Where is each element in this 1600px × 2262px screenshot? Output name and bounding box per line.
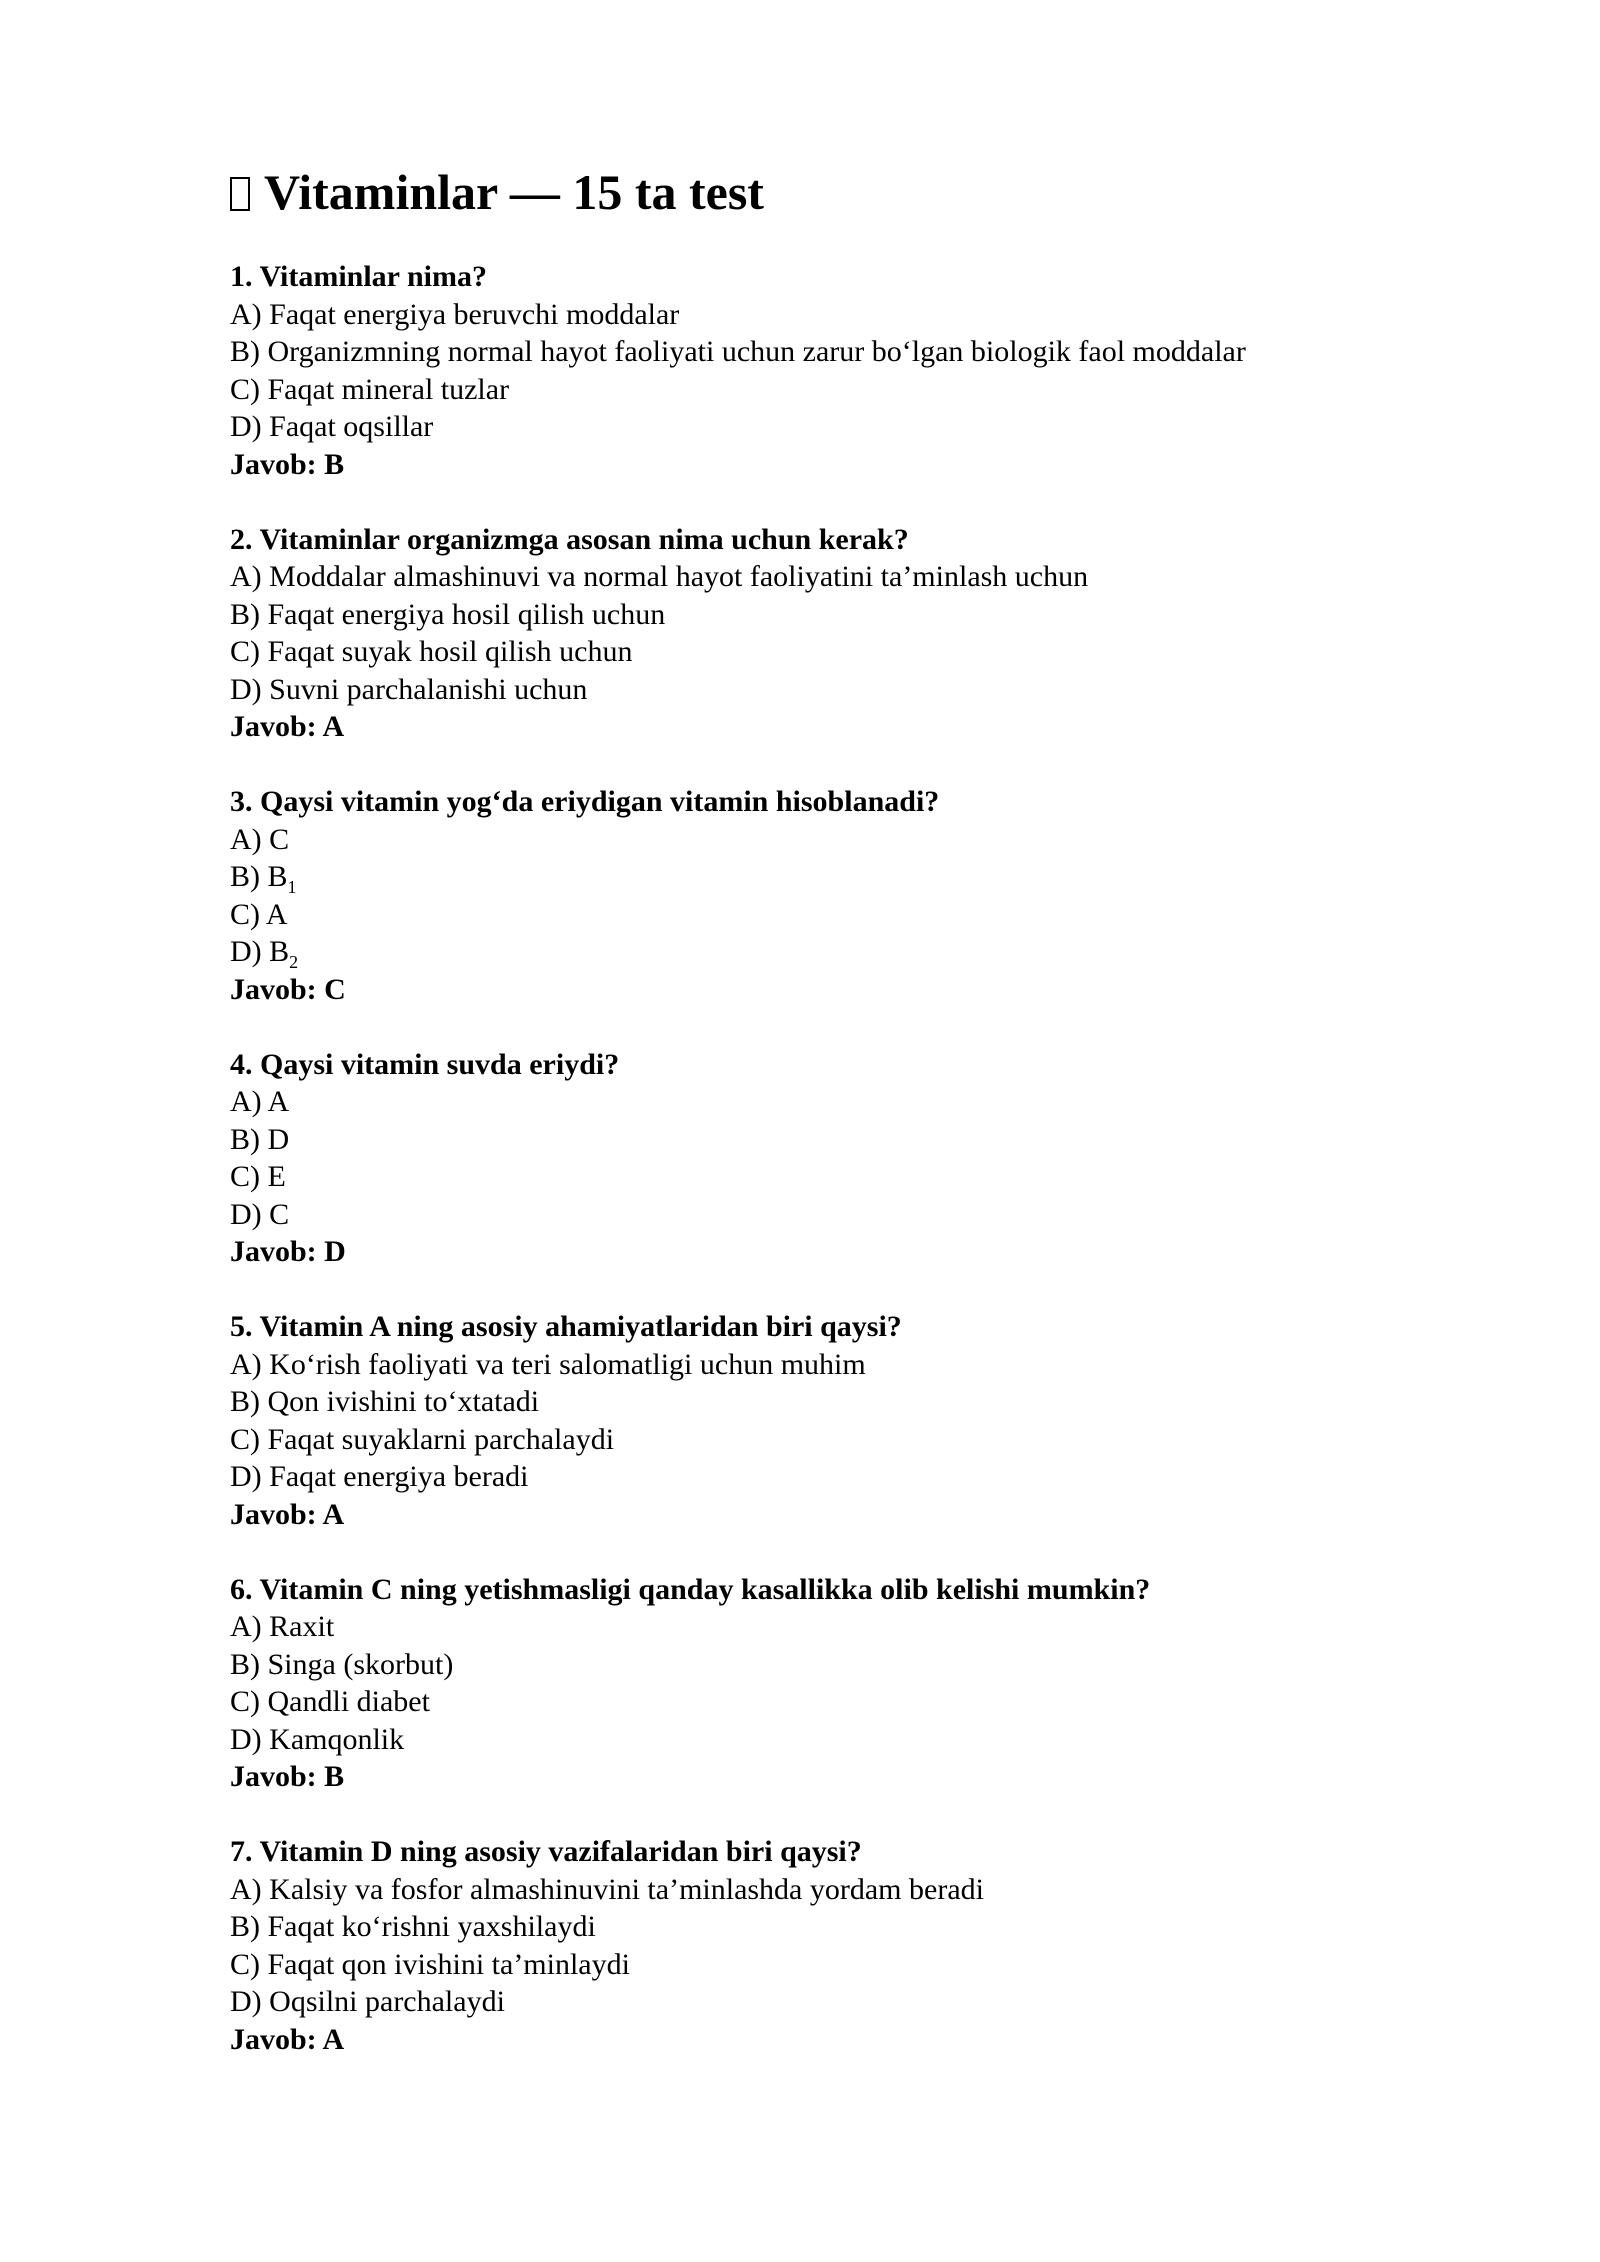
- answer-option-subscript: 2: [289, 952, 299, 972]
- answer-option: [230, 1871, 1390, 1909]
- answer-option-text: A) Raxit: [230, 1610, 335, 1643]
- answer-option-text: D) Faqat energiya beradi: [230, 1460, 529, 1493]
- answer-key: Javob: C: [230, 972, 346, 1006]
- answer-option: [230, 1608, 1390, 1646]
- answer-option: [230, 1383, 1390, 1421]
- answer-option: [230, 1646, 1390, 1684]
- answer-option-text: D) Faqat oqsillar: [230, 410, 434, 443]
- answer-option: [230, 633, 1390, 671]
- answer-option-text: C) Qandli diabet: [230, 1685, 430, 1718]
- answer-option-subscript: 1: [287, 877, 297, 897]
- answer-option-text: D) B: [230, 935, 290, 968]
- page-title: [230, 158, 1390, 226]
- answer-option-text: C) E: [230, 1160, 286, 1193]
- answer-key: Javob: A: [230, 2022, 345, 2056]
- answer-option-text: B) Faqat ko‘rishni yaxshilaydi: [230, 1910, 596, 1943]
- answer-option: [230, 821, 1390, 859]
- question-text: 5. Vitamin A ning asosiy ahamiyatlaridan biri qaysi?: [230, 1310, 902, 1343]
- answer-option-text: B) D: [230, 1122, 290, 1156]
- answer-option-text: B) Faqat energiya hosil qilish uchun: [230, 597, 666, 631]
- answer-option: [230, 1196, 1390, 1234]
- question-text: 7. Vitamin D ning asosiy vazifalaridan biri qaysi?: [230, 1835, 862, 1868]
- answer-option: [230, 296, 1390, 334]
- answer-option: [230, 371, 1390, 409]
- question-block: [230, 521, 1390, 746]
- question-block: [230, 783, 1390, 1008]
- answer-option-text: A) C: [230, 822, 290, 856]
- answer-option: [230, 408, 1390, 446]
- answer-option-text: B) Singa (skorbut): [230, 1647, 454, 1681]
- answer-option: [230, 1946, 1390, 1984]
- answer-option-text: B) Qon ivishini to‘xtatadi: [230, 1385, 540, 1418]
- question-block: [230, 1046, 1390, 1271]
- answer-option-text: A) Faqat energiya beruvchi moddalar: [230, 297, 680, 331]
- answer-key: Javob: D: [230, 1235, 346, 1268]
- question-block: [230, 258, 1390, 483]
- answer-option: [230, 1421, 1390, 1459]
- question-text: 2. Vitaminlar organizmga asosan nima uchun kerak?: [230, 522, 909, 556]
- page-title-text: Vitaminlar — 15 ta test: [264, 164, 764, 220]
- answer-option: [230, 1458, 1390, 1496]
- answer-key: Javob: A: [230, 1497, 345, 1531]
- answer-option: [230, 896, 1390, 934]
- answer-key: Javob: B: [230, 447, 345, 481]
- question-text: 6. Vitamin C ning yetishmasligi qanday kasallikka olib kelishi mumkin?: [230, 1572, 1151, 1606]
- answer-option: [230, 1346, 1390, 1384]
- answer-option-text: A) Ko‘rish faoliyati va teri salomatligi uchun muhim: [230, 1347, 866, 1381]
- answer-option-text: C) Faqat suyak hosil qilish uchun: [230, 635, 633, 668]
- answer-option: [230, 1158, 1390, 1196]
- document-page: [230, 158, 1390, 2096]
- answer-option-text: C) Faqat suyaklarni parchalaydi: [230, 1422, 615, 1456]
- answer-option-text: C) Faqat qon ivishini ta’minlaydi: [230, 1947, 630, 1981]
- answer-option-text: A) Kalsiy va fosfor almashinuvini ta’minlashda yordam beradi: [230, 1872, 984, 1906]
- answer-option: [230, 1121, 1390, 1159]
- question-list: [230, 258, 1390, 2058]
- question-block: [230, 1833, 1390, 2058]
- answer-option: [230, 671, 1390, 709]
- answer-option-text: B) B: [230, 860, 288, 893]
- answer-option-text: A) A: [230, 1085, 290, 1118]
- answer-option-text: D) C: [230, 1197, 290, 1231]
- question-block: [230, 1308, 1390, 1533]
- answer-option: [230, 1908, 1390, 1946]
- answer-option-text: B) Organizmning normal hayot faoliyati uchun zarur bo‘lgan biologik faol moddalar: [230, 335, 1246, 368]
- answer-option-text: A) Moddalar almashinuvi va normal hayot faoliyatini ta’minlash uchun: [230, 560, 1089, 593]
- answer-option: [230, 858, 1390, 896]
- answer-option-text: D) Oqsilni parchalaydi: [230, 1985, 505, 2018]
- answer-option-text: D) Suvni parchalanishi uchun: [230, 672, 588, 706]
- answer-option: [230, 596, 1390, 634]
- answer-option: [230, 1721, 1390, 1759]
- question-block: [230, 1571, 1390, 1796]
- answer-option: [230, 1683, 1390, 1721]
- answer-key: Javob: B: [230, 1760, 345, 1793]
- answer-key: Javob: A: [230, 710, 345, 743]
- answer-option: [230, 558, 1390, 596]
- question-text: 3. Qaysi vitamin yog‘da eriydigan vitamin hisoblanadi?: [230, 785, 940, 818]
- answer-option-text: D) Kamqonlik: [230, 1722, 405, 1756]
- answer-option: [230, 1983, 1390, 2021]
- missing-glyph-box-icon: [230, 177, 250, 211]
- question-text: 4. Qaysi vitamin suvda eriydi?: [230, 1047, 620, 1081]
- answer-option: [230, 933, 1390, 971]
- answer-option: [230, 1083, 1390, 1121]
- answer-option-text: C) Faqat mineral tuzlar: [230, 372, 510, 406]
- question-text: 1. Vitaminlar nima?: [230, 260, 487, 293]
- answer-option: [230, 333, 1390, 371]
- answer-option-text: C) A: [230, 897, 288, 931]
